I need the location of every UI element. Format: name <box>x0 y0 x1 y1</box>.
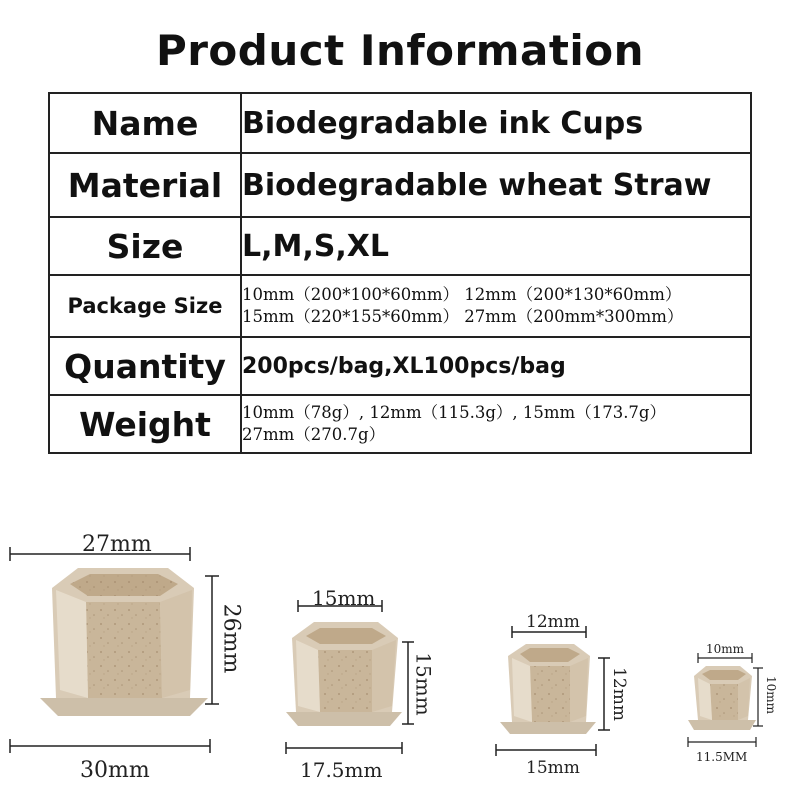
cup-s-bottom-dimension: 11.5MM <box>696 750 748 764</box>
cup-s-icon <box>688 653 763 747</box>
cup-m-icon <box>496 626 610 756</box>
table-row-size <box>49 217 751 275</box>
row-label-quantity: Quantity <box>49 337 241 395</box>
row-label-package-size: Package Size <box>49 275 241 337</box>
cup-size-illustrations <box>0 480 800 800</box>
cup-xl-icon <box>10 547 219 753</box>
package-size-line-2: 15mm（220*155*60mm） 27mm（200mm*300mm） <box>242 307 684 326</box>
table-row-package-size <box>49 275 751 337</box>
cup-s-side-dimension: 10mm <box>764 675 779 715</box>
cup-m-top-dimension: 12mm <box>526 612 580 632</box>
page-title: Product Information <box>155 26 645 75</box>
cup-l-icon <box>286 600 414 754</box>
row-value-quantity: 200pcs/bag,XL100pcs/bag <box>241 337 751 395</box>
row-value-weight <box>241 395 751 453</box>
row-label-material: Material <box>49 153 241 217</box>
row-value-size: L,M,S,XL <box>241 217 751 275</box>
weight-line-2: 27mm（270.7g） <box>242 425 386 444</box>
cup-m-bottom-dimension: 15mm <box>526 758 580 778</box>
cup-l-top-dimension: 15mm <box>312 586 376 610</box>
row-value-material: Biodegradable wheat Straw <box>241 153 751 217</box>
row-value-package-size <box>241 275 751 337</box>
cup-xl-bottom-dimension: 30mm <box>80 758 150 783</box>
row-label-name: Name <box>49 93 241 153</box>
cup-drawings <box>0 480 800 800</box>
table-row-name <box>49 93 751 153</box>
weight-line-1: 10mm（78g）, 12mm（115.3g）, 15mm（173.7g） <box>242 403 666 422</box>
row-value-name: Biodegradable ink Cups <box>241 93 751 153</box>
table-row-material <box>49 153 751 217</box>
cup-l-bottom-dimension: 17.5mm <box>300 758 383 782</box>
package-size-line-1: 10mm（200*100*60mm） 12mm（200*130*60mm） <box>242 285 682 304</box>
table-row-quantity <box>49 337 751 395</box>
cup-xl-top-dimension: 27mm <box>82 532 152 557</box>
table-row-weight <box>49 395 751 453</box>
cup-s-top-dimension: 10mm <box>706 642 745 656</box>
cup-l-side-dimension: 15mm <box>411 652 436 716</box>
row-label-size: Size <box>49 217 241 275</box>
row-label-weight: Weight <box>49 395 241 453</box>
cup-xl-side-dimension: 26mm <box>218 603 244 674</box>
product-info-table <box>48 92 752 454</box>
cup-m-side-dimension: 12mm <box>608 667 629 721</box>
